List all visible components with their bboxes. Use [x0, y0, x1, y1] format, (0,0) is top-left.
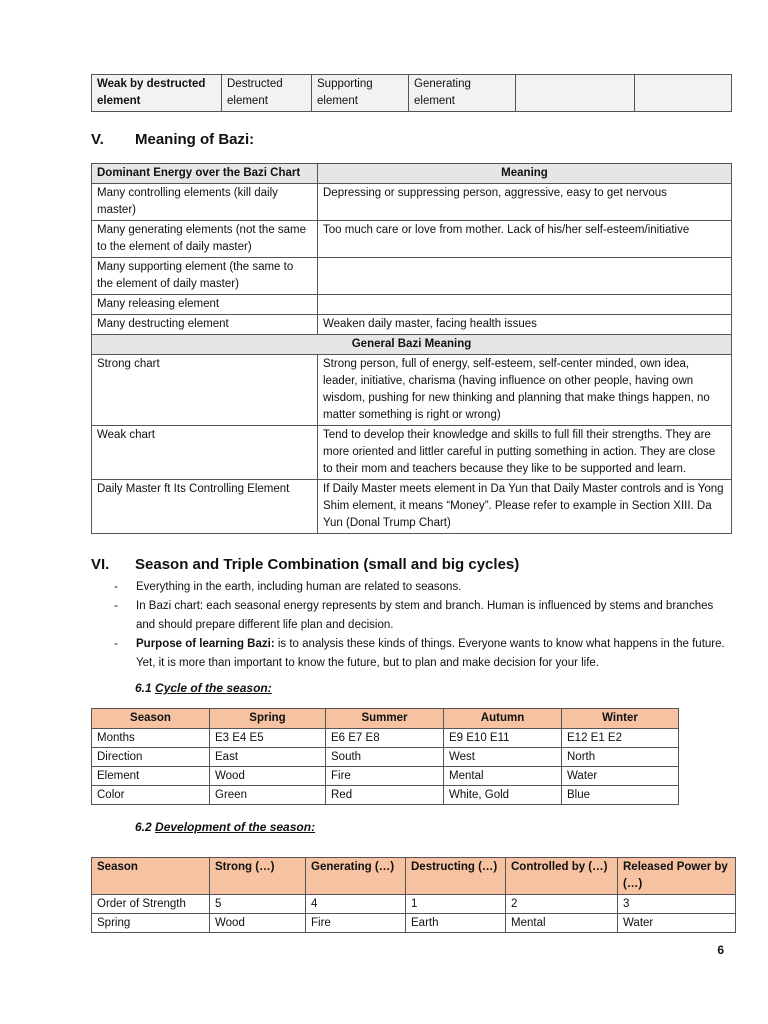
table-cell: Element — [92, 767, 210, 786]
table-cell: Spring — [92, 914, 210, 933]
table-cell — [318, 258, 732, 295]
table-row — [92, 295, 732, 315]
table-row — [92, 480, 732, 534]
bullet-text: Everything in the earth, including human are related to seasons. — [136, 581, 462, 593]
list-item: - Everything in the earth, including human are related to seasons. — [114, 581, 462, 593]
table-row — [92, 914, 736, 933]
column-header: Released Power by (…) — [618, 858, 736, 895]
section-heading-vi — [91, 556, 519, 573]
column-header: Summer — [326, 709, 444, 729]
table-cell: Many generating elements (not the same to the element of daily master) — [92, 221, 318, 258]
table-cell: 2 — [506, 895, 618, 914]
subheading-number: 6.1 — [135, 681, 152, 695]
table-cell: Many controlling elements (kill daily master) — [92, 184, 318, 221]
table-cell: Fire — [326, 767, 444, 786]
table-cell: Depressing or suppressing person, aggressive, easy to get nervous — [318, 184, 732, 221]
table-cell: West — [444, 748, 562, 767]
table-cell: Color — [92, 786, 210, 805]
column-header: Controlled by (…) — [506, 858, 618, 895]
bullet-bold: Purpose of learning Bazi: — [136, 638, 275, 650]
column-header: Generating (…) — [306, 858, 406, 895]
column-header: Autumn — [444, 709, 562, 729]
subheading-number: 6.2 — [135, 820, 152, 834]
column-header: Meaning — [318, 164, 732, 184]
table-cell: Supporting element — [312, 75, 409, 112]
section-number: V. — [91, 131, 104, 148]
column-header: Season — [92, 709, 210, 729]
table-cell: Fire — [306, 914, 406, 933]
table-cell: 4 — [306, 895, 406, 914]
section-number: VI. — [91, 556, 110, 573]
table-cell: Strong person, full of energy, self-esteem, self-center minded, own idea, leader, initiative, charisma (having influence on other people, having own wisdom, pushing for new thinking and planning that make things happen, no matter something is right or wrong) — [318, 355, 732, 426]
table-cell: Weaken daily master, facing health issues — [318, 315, 732, 335]
column-header: Dominant Energy over the Bazi Chart — [92, 164, 318, 184]
section-title: Season and Triple Combination (small and big cycles) — [135, 556, 520, 573]
table-header-row — [92, 164, 732, 184]
development-table — [91, 857, 736, 933]
table-row — [92, 184, 732, 221]
table-cell — [635, 75, 732, 112]
table-cell: E12 E1 E2 — [562, 729, 679, 748]
table-cell: Direction — [92, 748, 210, 767]
column-header: Destructing (…) — [406, 858, 506, 895]
subheading-title: Cycle of the season: — [155, 681, 272, 695]
list-item: - In Bazi chart: each seasonal energy represents by stem and branch. Human is influenced by stems and branches and should prepare different life plan and decision. — [114, 600, 714, 631]
table-cell: Months — [92, 729, 210, 748]
table-cell: Earth — [406, 914, 506, 933]
table-cell: Generating element — [409, 75, 516, 112]
table-cell: Daily Master ft Its Controlling Element — [92, 480, 318, 534]
table-row — [92, 767, 679, 786]
table-cell: E6 E7 E8 — [326, 729, 444, 748]
table-row — [92, 355, 732, 426]
section-heading-v — [91, 131, 254, 148]
top-table — [91, 74, 732, 112]
table-cell: Many supporting element (the same to the element of daily master) — [92, 258, 318, 295]
column-header: Spring — [210, 709, 326, 729]
table-cell: Weak by destructed element — [92, 75, 222, 112]
meaning-table — [91, 163, 732, 534]
table-cell: 5 — [210, 895, 306, 914]
table-row — [92, 786, 679, 805]
column-header: Season — [92, 858, 210, 895]
table-cell: North — [562, 748, 679, 767]
section-title: Meaning of Bazi: — [135, 131, 255, 148]
table-cell: East — [210, 748, 326, 767]
table-row — [92, 729, 679, 748]
table-cell: Green — [210, 786, 326, 805]
table-cell: Wood — [210, 767, 326, 786]
table-header-row — [92, 858, 736, 895]
table-cell: 1 — [406, 895, 506, 914]
table-cell: Many releasing element — [92, 295, 318, 315]
page-number: 6 — [717, 943, 724, 957]
table-row — [92, 426, 732, 480]
table-cell: Mental — [506, 914, 618, 933]
bullet-text: is to analysis these kinds of things. Everyone wants to know what happens in the future. Yet, it is more than important to know the future, but to plan and make decision for your life. — [136, 638, 725, 669]
table-cell — [318, 295, 732, 315]
table-row — [92, 75, 732, 112]
season-table — [91, 708, 679, 805]
table-row — [92, 895, 736, 914]
table-cell: Mental — [444, 767, 562, 786]
table-cell: Tend to develop their knowledge and skills to full fill their strengths. They are more oriented and littler careful in putting something in action. They are close to their mom and teachers because they like to be supported and learn. — [318, 426, 732, 480]
table-subheader-row — [92, 335, 732, 355]
table-cell: 3 — [618, 895, 736, 914]
table-cell: Weak chart — [92, 426, 318, 480]
list-item: - Purpose of learning Bazi: is to analysis these kinds of things. Everyone wants to know what happens in the future. Yet, it is more than important to know the future, but to plan and make decision for your life. — [114, 638, 725, 669]
table-cell: Red — [326, 786, 444, 805]
table-cell: Too much care or love from mother. Lack of his/her self-esteem/initiative — [318, 221, 732, 258]
table-cell: Water — [618, 914, 736, 933]
table-cell: Blue — [562, 786, 679, 805]
subheading-6-2 — [135, 820, 315, 834]
table-row — [92, 258, 732, 295]
table-cell: E9 E10 E11 — [444, 729, 562, 748]
table-cell: Order of Strength — [92, 895, 210, 914]
subheading-title: Development of the season: — [155, 820, 316, 834]
table-cell: White, Gold — [444, 786, 562, 805]
bullet-list — [114, 578, 730, 673]
bullet-text: In Bazi chart: each seasonal energy represents by stem and branch. Human is influenced by stems and branches and should prepare different life plan and decision. — [136, 600, 714, 631]
table-cell — [516, 75, 635, 112]
column-header: Winter — [562, 709, 679, 729]
table-row — [92, 315, 732, 335]
table-cell: Many destructing element — [92, 315, 318, 335]
table-cell: South — [326, 748, 444, 767]
table-row — [92, 221, 732, 258]
table-cell: E3 E4 E5 — [210, 729, 326, 748]
table-subheader: General Bazi Meaning — [92, 335, 732, 355]
table-cell: Strong chart — [92, 355, 318, 426]
table-cell: Destructed element — [222, 75, 312, 112]
table-row — [92, 748, 679, 767]
column-header: Strong (…) — [210, 858, 306, 895]
subheading-6-1 — [135, 681, 272, 695]
table-cell: If Daily Master meets element in Da Yun that Daily Master controls and is Yong Shim element, it means “Money”. Please refer to example in Section XIII. Da Yun (Donal Trump Chart) — [318, 480, 732, 534]
table-cell: Water — [562, 767, 679, 786]
table-header-row — [92, 709, 679, 729]
table-cell: Wood — [210, 914, 306, 933]
